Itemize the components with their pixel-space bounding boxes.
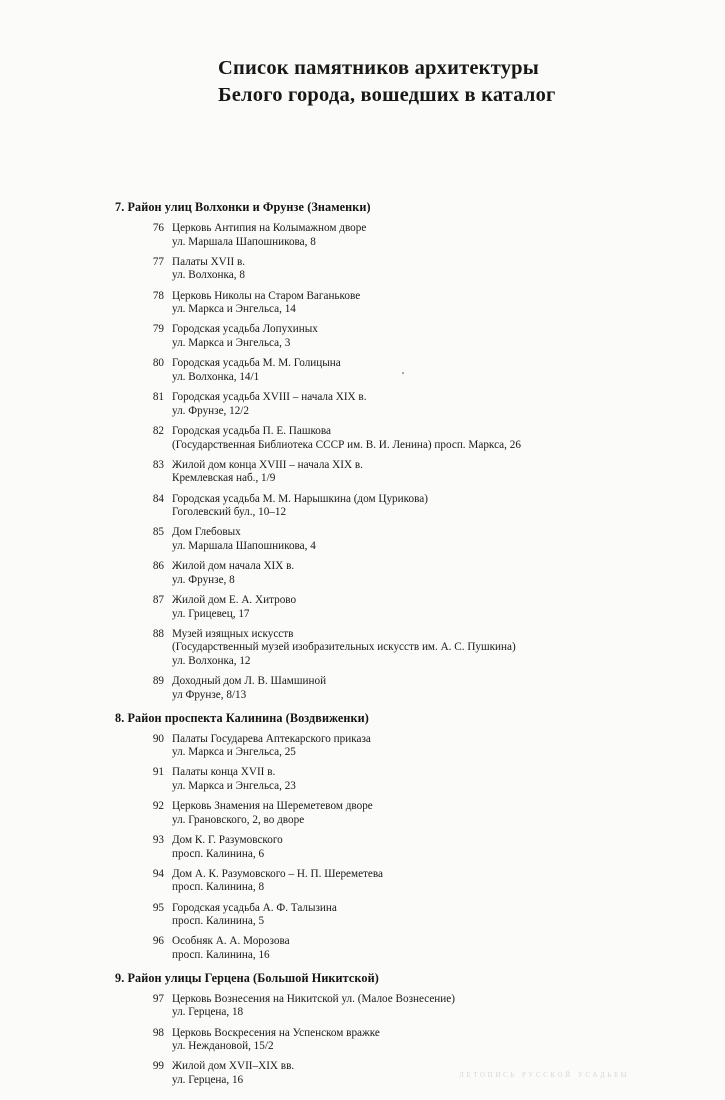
entry-title: Палаты конца XVII в. (172, 766, 276, 779)
entry-text (172, 560, 725, 587)
entry-address: ул. Маркса и Энгельса, 3 (172, 337, 291, 350)
entry-address: ул. Герцена, 18 (172, 1006, 244, 1019)
list-item (152, 867, 725, 895)
entry-number: 79 (152, 323, 164, 336)
entry-text (172, 323, 725, 350)
entry-number: 87 (152, 593, 164, 606)
entry-number: 88 (152, 627, 164, 640)
entry-text (172, 594, 725, 621)
entry-address: ул. Волхонка, 14/1 (172, 370, 260, 383)
list-item (152, 766, 725, 793)
entry-number: 92 (152, 800, 164, 813)
entry-text (172, 675, 725, 702)
entry-title: Палаты XVII в. (172, 255, 246, 268)
entry-text (172, 425, 725, 452)
entry-text (172, 902, 725, 929)
entry-number: 91 (152, 766, 164, 779)
entry-address: ул Фрунзе, 8/13 (172, 688, 247, 701)
entry-title: Музей изящных искусств (172, 627, 294, 640)
entry-title: Доходный дом Л. В. Шамшиной (172, 675, 327, 688)
entry-number: 81 (152, 391, 164, 404)
entry-text (172, 290, 725, 317)
list-item (152, 255, 725, 283)
list-item (152, 424, 725, 452)
page-title (218, 55, 648, 109)
entry-address: ул. Неждановой, 15/2 (172, 1040, 274, 1053)
entry-title: Жилой дом конца XVIII – начала XIX в. (172, 458, 363, 471)
entry-address: (Государственная Библиотека СССР им. В. И. Ленина) просп. Маркса, 26 (172, 438, 521, 451)
list-item (152, 323, 725, 350)
entry-title: Городская усадьба М. М. Голицына (172, 357, 341, 370)
list-item (152, 833, 725, 861)
entry-number: 95 (152, 901, 164, 914)
entry-number: 93 (152, 833, 164, 846)
entry-number: 83 (152, 458, 164, 471)
list-item (152, 357, 725, 384)
entry-number: 97 (152, 992, 164, 1005)
list-item (152, 901, 725, 929)
entry-text (172, 935, 725, 962)
section-heading: 9. Район улицы Герцена (Большой Никитской) (115, 970, 379, 985)
entry-address: ул. Фрунзе, 8 (172, 573, 235, 586)
entry-text (172, 800, 725, 827)
entry-text (172, 391, 725, 418)
entry-number: 89 (152, 675, 164, 688)
entry-number: 82 (152, 424, 164, 437)
list-item (152, 289, 725, 317)
entry-title: Церковь Вознесения на Никитской ул. (Малое Вознесение) (172, 992, 455, 1005)
entry-number: 78 (152, 289, 164, 302)
entry-number: 86 (152, 560, 164, 573)
entry-title: Городская усадьба М. М. Нарышкина (дом Цурикова) (172, 492, 428, 505)
entry-number: 94 (152, 867, 164, 880)
entry-number: 90 (152, 732, 164, 745)
entry-address: просп. Калинина, 6 (172, 847, 265, 860)
entry-address: ул. Маркса и Энгельса, 14 (172, 303, 296, 316)
list-section (0, 711, 725, 963)
page-title-line-1: Список памятников архитектуры (218, 57, 539, 79)
entry-title: Церковь Воскресения на Успенском вражке (172, 1026, 380, 1039)
entry-text (172, 993, 725, 1020)
entry-number: 80 (152, 357, 164, 370)
list-item (152, 526, 725, 553)
entry-address: ул. Маркса и Энгельса, 25 (172, 746, 296, 759)
entry-title: Городская усадьба П. Е. Пашкова (172, 424, 332, 437)
entry-title: Жилой дом начала XIX в. (172, 560, 295, 573)
entry-address: Кремлевская наб., 1/9 (172, 472, 276, 485)
entry-address: просп. Калинина, 16 (172, 949, 270, 962)
entry-number: 96 (152, 935, 164, 948)
entry-address: ул. Грицевец, 17 (172, 607, 250, 620)
entry-title: Церковь Знамения на Шереметевом дворе (172, 800, 373, 813)
list-item (152, 1026, 725, 1054)
entry-number: 76 (152, 222, 164, 234)
entry-title: Жилой дом XVII–XIX вв. (172, 1060, 295, 1073)
entry-text (172, 222, 725, 249)
entry-number: 77 (152, 255, 164, 268)
list-item (152, 627, 725, 669)
entry-text (172, 493, 725, 520)
section-heading: 7. Район улиц Волхонки и Фрунзе (Знаменки) (115, 200, 371, 214)
list-item (152, 593, 725, 621)
list-item (152, 1060, 725, 1087)
footer-watermark: летопись русской усадьбы (459, 1069, 630, 1080)
entry-text (172, 1060, 725, 1087)
entry-text (172, 357, 725, 384)
entry-text (172, 459, 725, 486)
entry-text (172, 868, 725, 895)
page-title-line-2: Белого города, вошедших в каталог (218, 84, 556, 107)
entry-number: 85 (152, 526, 164, 539)
entry-text (172, 628, 725, 669)
entry-title: Дом Глебовых (172, 526, 241, 539)
list-item (152, 992, 725, 1020)
entry-text (172, 256, 725, 283)
entry-address: ул. Маршала Шапошникова, 4 (172, 539, 316, 552)
entry-number: 84 (152, 492, 164, 505)
entry-number: 98 (152, 1026, 164, 1039)
list-item (152, 492, 725, 520)
entry-title: Жилой дом Е. А. Хитрово (172, 593, 297, 606)
list-item (152, 560, 725, 587)
list-item (152, 222, 725, 249)
monument-list (0, 200, 725, 1096)
section-heading: 8. Район проспекта Калинина (Воздвиженки) (115, 710, 369, 725)
list-item (152, 458, 725, 486)
entry-title: Церковь Антипия на Колымажном дворе (172, 222, 367, 234)
entry-address: ул. Маршала Шапошникова, 8 (172, 235, 316, 248)
entry-number: 99 (152, 1060, 164, 1073)
entry-title: Церковь Николы на Старом Ваганькове (172, 289, 361, 302)
entry-address: (Государственный музей изобразительных искусств им. А. С. Пушкина) (172, 641, 516, 654)
entry-title: Городская усадьба XVIII – начала XIX в. (172, 391, 367, 404)
entry-text (172, 834, 725, 861)
entry-title: Городская усадьба А. Ф. Талызина (172, 901, 337, 914)
entry-title: Дом А. К. Разумовского – Н. П. Шереметева (172, 867, 383, 880)
entry-text (172, 526, 725, 553)
entry-address: ул. Фрунзе, 12/2 (172, 404, 250, 417)
list-item (152, 800, 725, 827)
entry-address: просп. Калинина, 8 (172, 881, 265, 894)
entry-text (172, 766, 725, 793)
entry-address: Гоголевский бул., 10–12 (172, 506, 287, 519)
entry-title: Особняк А. А. Морозова (172, 935, 290, 948)
list-item (152, 675, 725, 702)
entry-address: ул. Волхонка, 8 (172, 269, 245, 282)
entry-address: просп. Калинина, 5 (172, 915, 265, 928)
list-item (152, 732, 725, 760)
entry-title: Палаты Государева Аптекарского приказа (172, 732, 371, 745)
entry-address: ул. Маркса и Энгельса, 23 (172, 780, 296, 792)
entry-address: ул. Волхонка, 12 (172, 655, 251, 668)
entry-title: Дом К. Г. Разумовского (172, 833, 283, 846)
entry-text (172, 1027, 725, 1054)
entry-text (172, 733, 725, 760)
entry-address: ул. Герцена, 16 (172, 1074, 244, 1086)
list-section (0, 200, 725, 703)
entry-title: Городская усадьба Лопухиных (172, 323, 318, 336)
list-item (152, 391, 725, 418)
entry-address: ул. Грановского, 2, во дворе (172, 813, 305, 826)
list-item (152, 935, 725, 962)
